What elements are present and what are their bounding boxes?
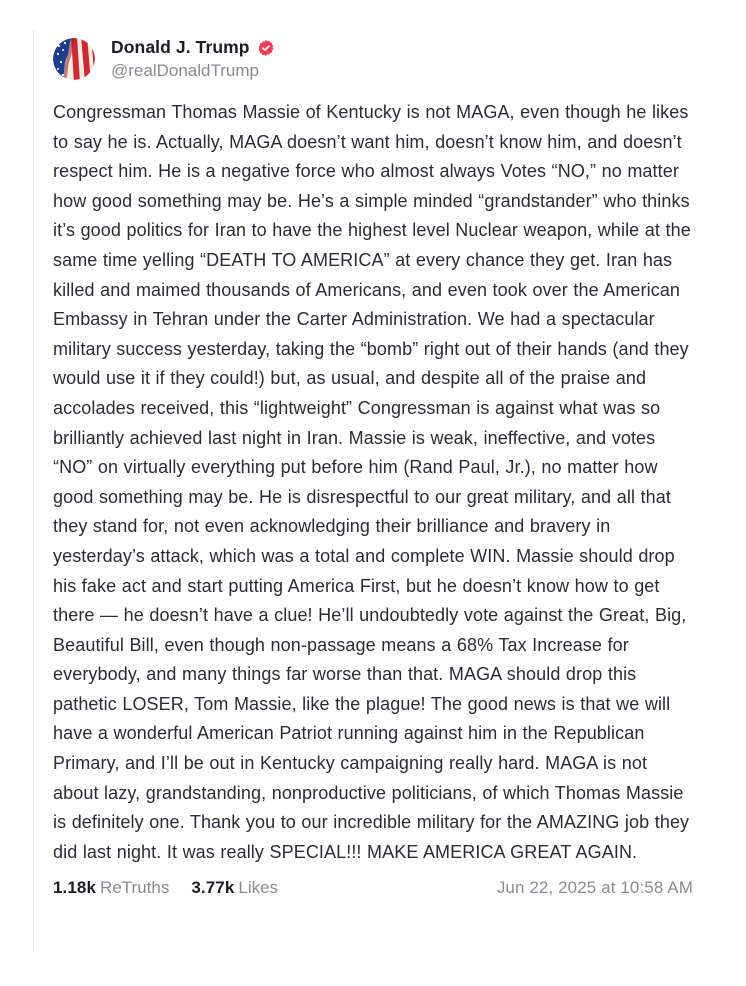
likes-label: Likes bbox=[238, 878, 279, 898]
post-timestamp: Jun 22, 2025 at 10:58 AM bbox=[496, 878, 693, 898]
avatar[interactable] bbox=[53, 38, 95, 80]
retruths-count: 1.18k bbox=[53, 878, 97, 898]
likes-stat[interactable] bbox=[191, 878, 278, 898]
author-display-name[interactable]: Donald J. Trump bbox=[111, 37, 250, 57]
author-handle[interactable]: @realDonaldTrump bbox=[111, 61, 259, 80]
author-block bbox=[111, 37, 275, 81]
retruths-label: ReTruths bbox=[100, 878, 170, 898]
retruths-stat[interactable] bbox=[53, 878, 169, 898]
verified-badge-icon bbox=[257, 39, 275, 57]
post-footer bbox=[53, 878, 693, 898]
post-header bbox=[53, 37, 692, 81]
post-body-text: Congressman Thomas Massie of Kentucky is not MAGA, even though he likes to say he is. Actually, MAGA doesn’t want him, doesn’t know him, and doesn’t respect him. He is a negative force who almost always Votes “NO,” no matter how good something may be. He’s a simple minded “grandstander” who thinks it’s good politics for Iran to have the highest level Nuclear weapon, while at the same time yelling “DEATH TO AMERICA” at every chance they get. Iran has killed and maimed thousands of Americans, and even took over the American Embassy in Tehran under the Carter Administration. We had a spectacular military success yesterday, taking the “bomb” right out of their hands (and they would use it if they could!) but, as usual, and despite all of the praise and accolades received, this “lightweight” Congressman is against what was so brilliantly achieved last night in Iran. Massie is weak, ineffective, and votes “NO” on virtually everything put before him (Rand Paul, Jr.), no matter how good something may be. He is disrespectful to our great military, and all that they stand for, not even acknowledging their brilliance and bravery in yesterday’s attack, which was a total and complete WIN. Massie should drop his fake act and start putting America First, but he doesn’t know how to get there — he doesn’t have a clue! He’ll undoubtedly vote against the Great, Big, Beautiful Bill, even though non-passage means a 68% Tax Increase for everybody, and many things far worse than that. MAGA should drop this pathetic LOSER, Tom Massie, like the plague! The good news is that we will have a wonderful American Patriot running against him in the Republican Primary, and I’ll be out in Kentucky campaigning really hard. MAGA is not about lazy, grandstanding, nonproductive politicians, of which Thomas Massie is definitely one. Thank you to our incredible military for the AMAZING job they did last night. It was really SPECIAL!!! MAKE AMERICA GREAT AGAIN. bbox=[53, 102, 691, 862]
author-name-row bbox=[111, 37, 275, 58]
likes-count: 3.77k bbox=[191, 878, 235, 898]
post-stats bbox=[53, 878, 278, 898]
american-flag-face-avatar-icon bbox=[53, 38, 95, 80]
truth-post-card bbox=[33, 30, 746, 952]
